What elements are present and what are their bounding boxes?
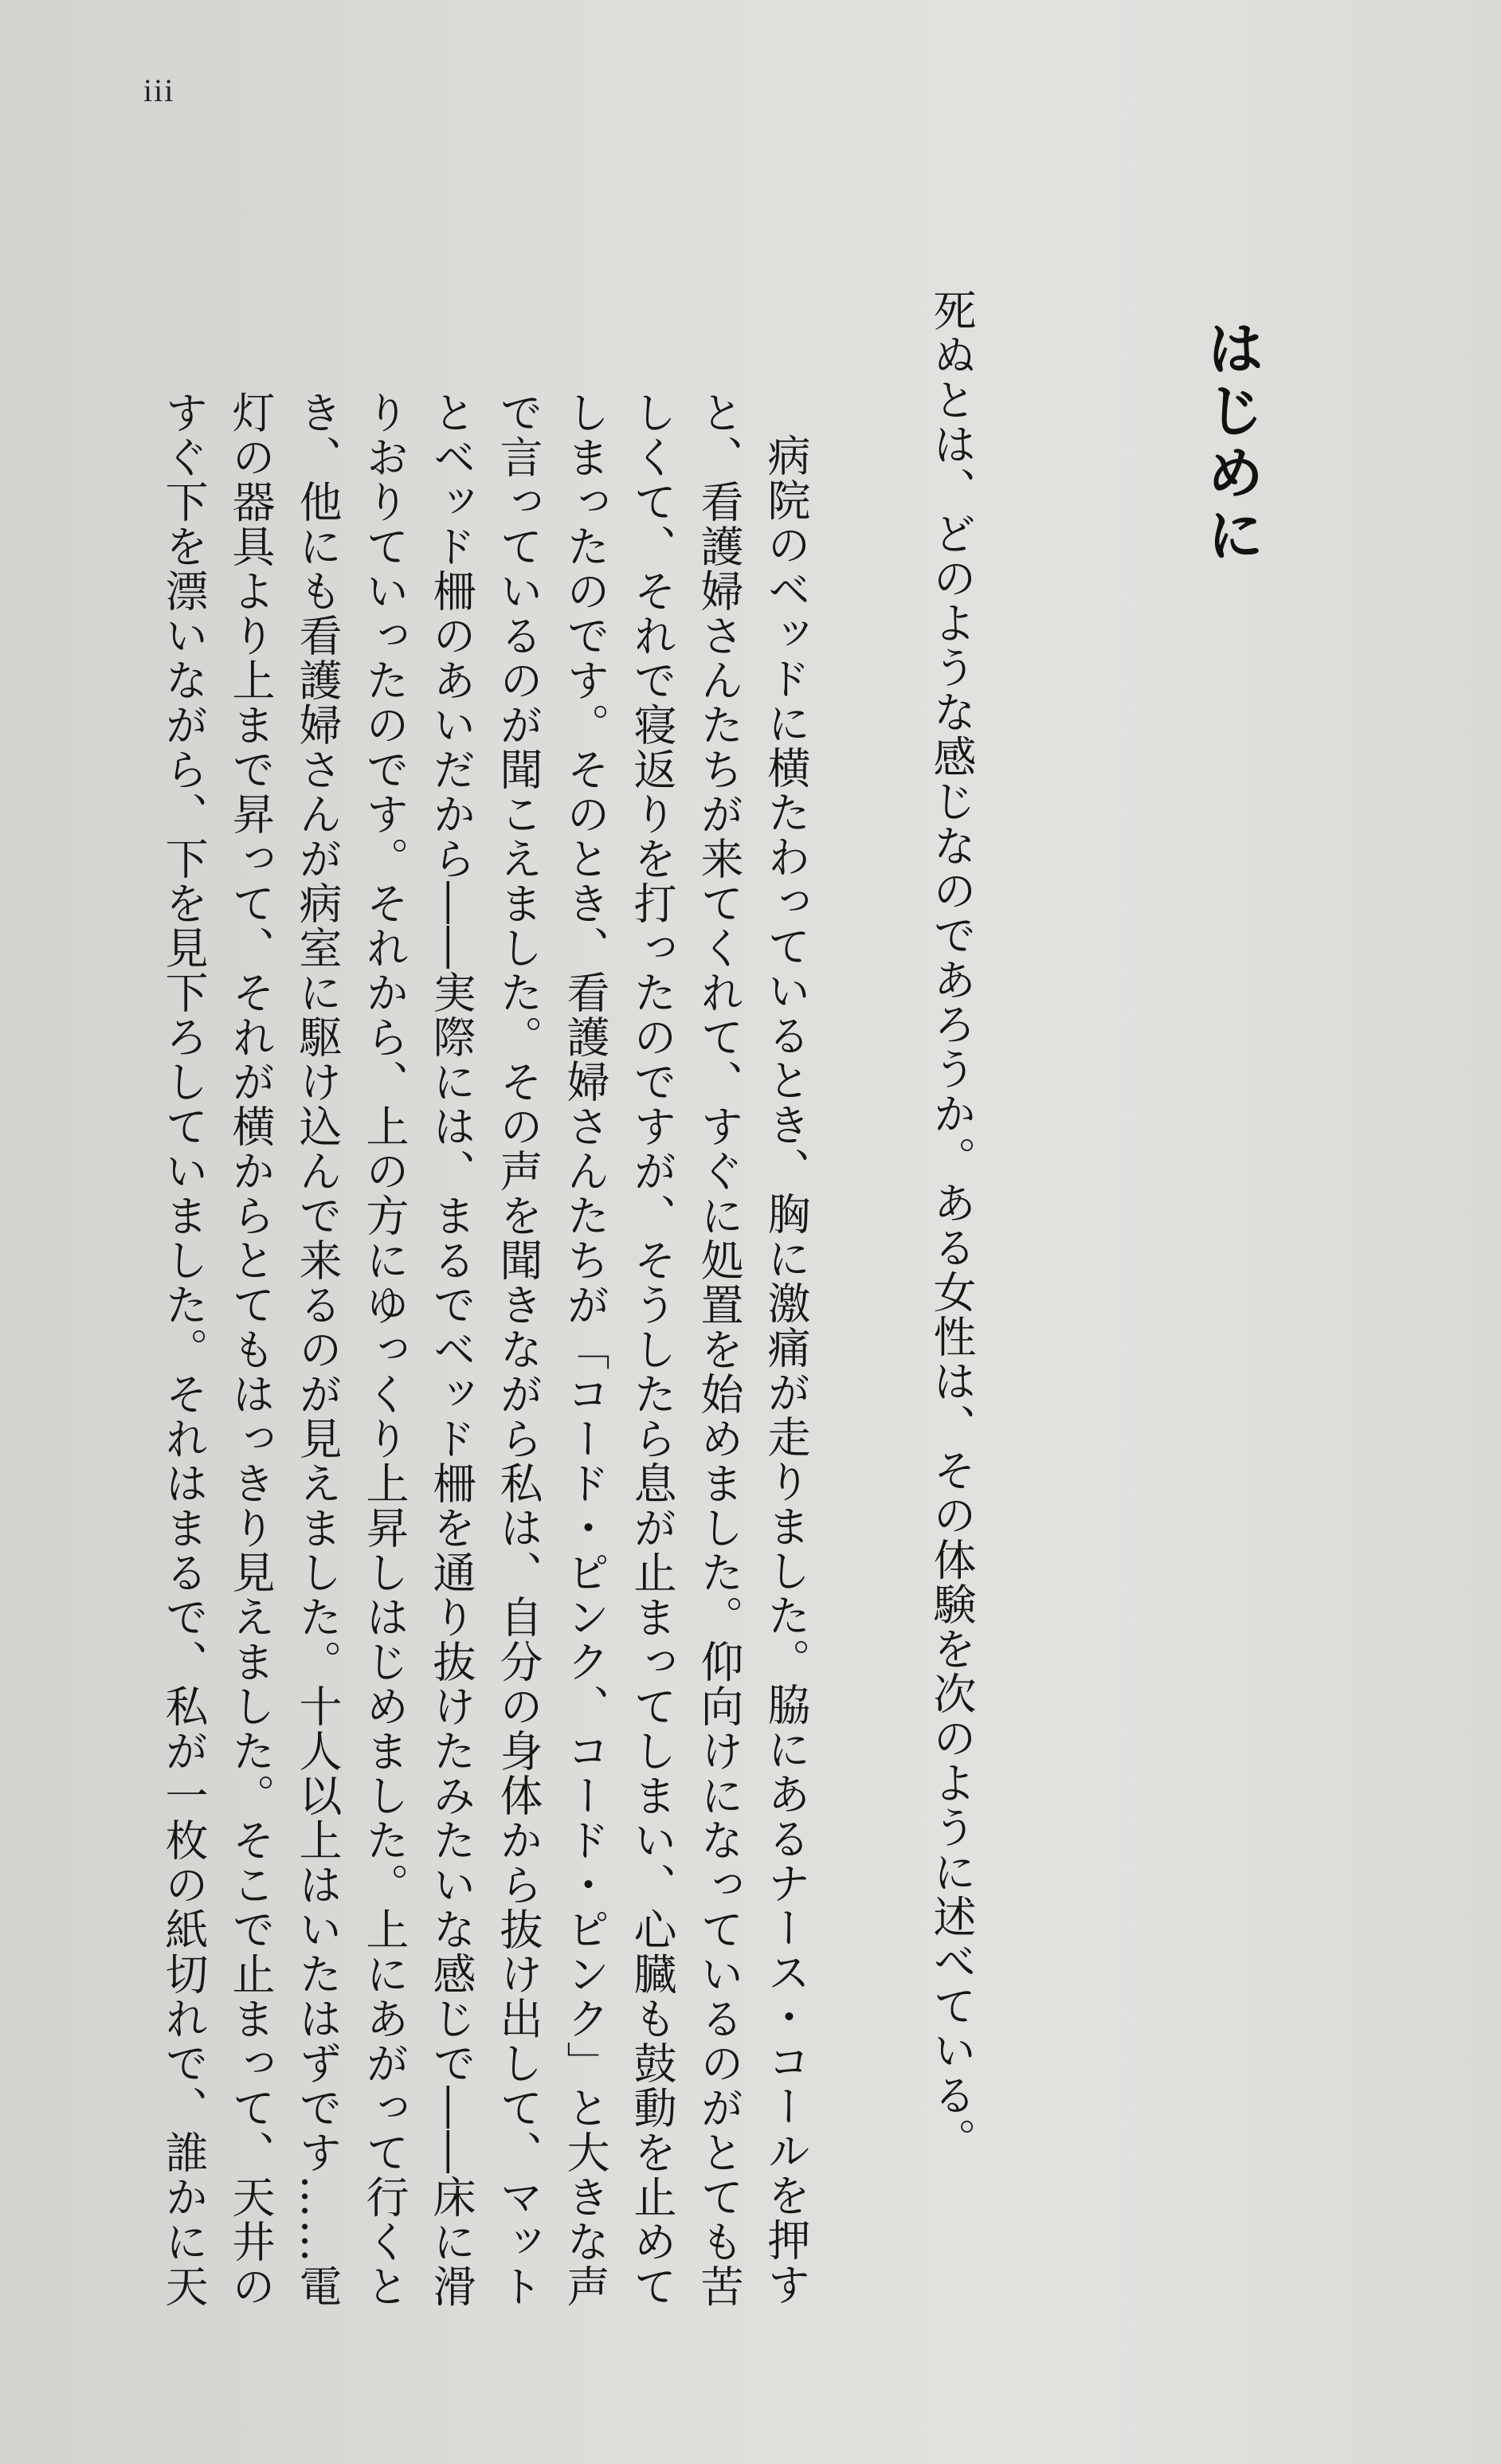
- section-heading: はじめに: [1197, 319, 1265, 567]
- page-number: iii: [143, 72, 175, 108]
- quoted-testimony: [134, 390, 819, 2350]
- quoted-testimony-paragraph: 病院のベッドに横たわっているとき、胸に激痛が走りました。脇にあるナース・コールを押すと、看護婦さんたちが来てくれて、すぐに処置を始めました。仰向けになっているのがとても苦しくて、それで寝返りを打ったのですが、そうしたら息が止まってしまい、心臓も鼓動を止めてしまったのです。そのとき、看護婦さんたちが「コード・ピンク、コード・ピンク」と大きな声で言っているのが聞こえました。その声を聞きながら私は、自分の身体から抜け出して、マットとベッド柵のあいだから――実際には、まるでベッド柵を通り抜けたみたいな感じで――床に滑りおりていったのです。それから、上の方にゆっくり上昇しはじめました。上にあがって行くとき、他にも看護婦さんが病室に駆け込んで来るのが見えました。十人以上はいたはずです……電灯の器具より上まで昇って、それが横からとてもはっきり見えました。そこで止まって、天井のすぐ下を漂いながら、下を見下ろしていました。それはまるで、私が一枚の紙切れで、誰かに天: [159, 390, 811, 2309]
- intro-paragraph: 死ぬとは、どのような感じなのであろうか。ある女性は、その体験を次のように述べている。: [927, 288, 977, 2162]
